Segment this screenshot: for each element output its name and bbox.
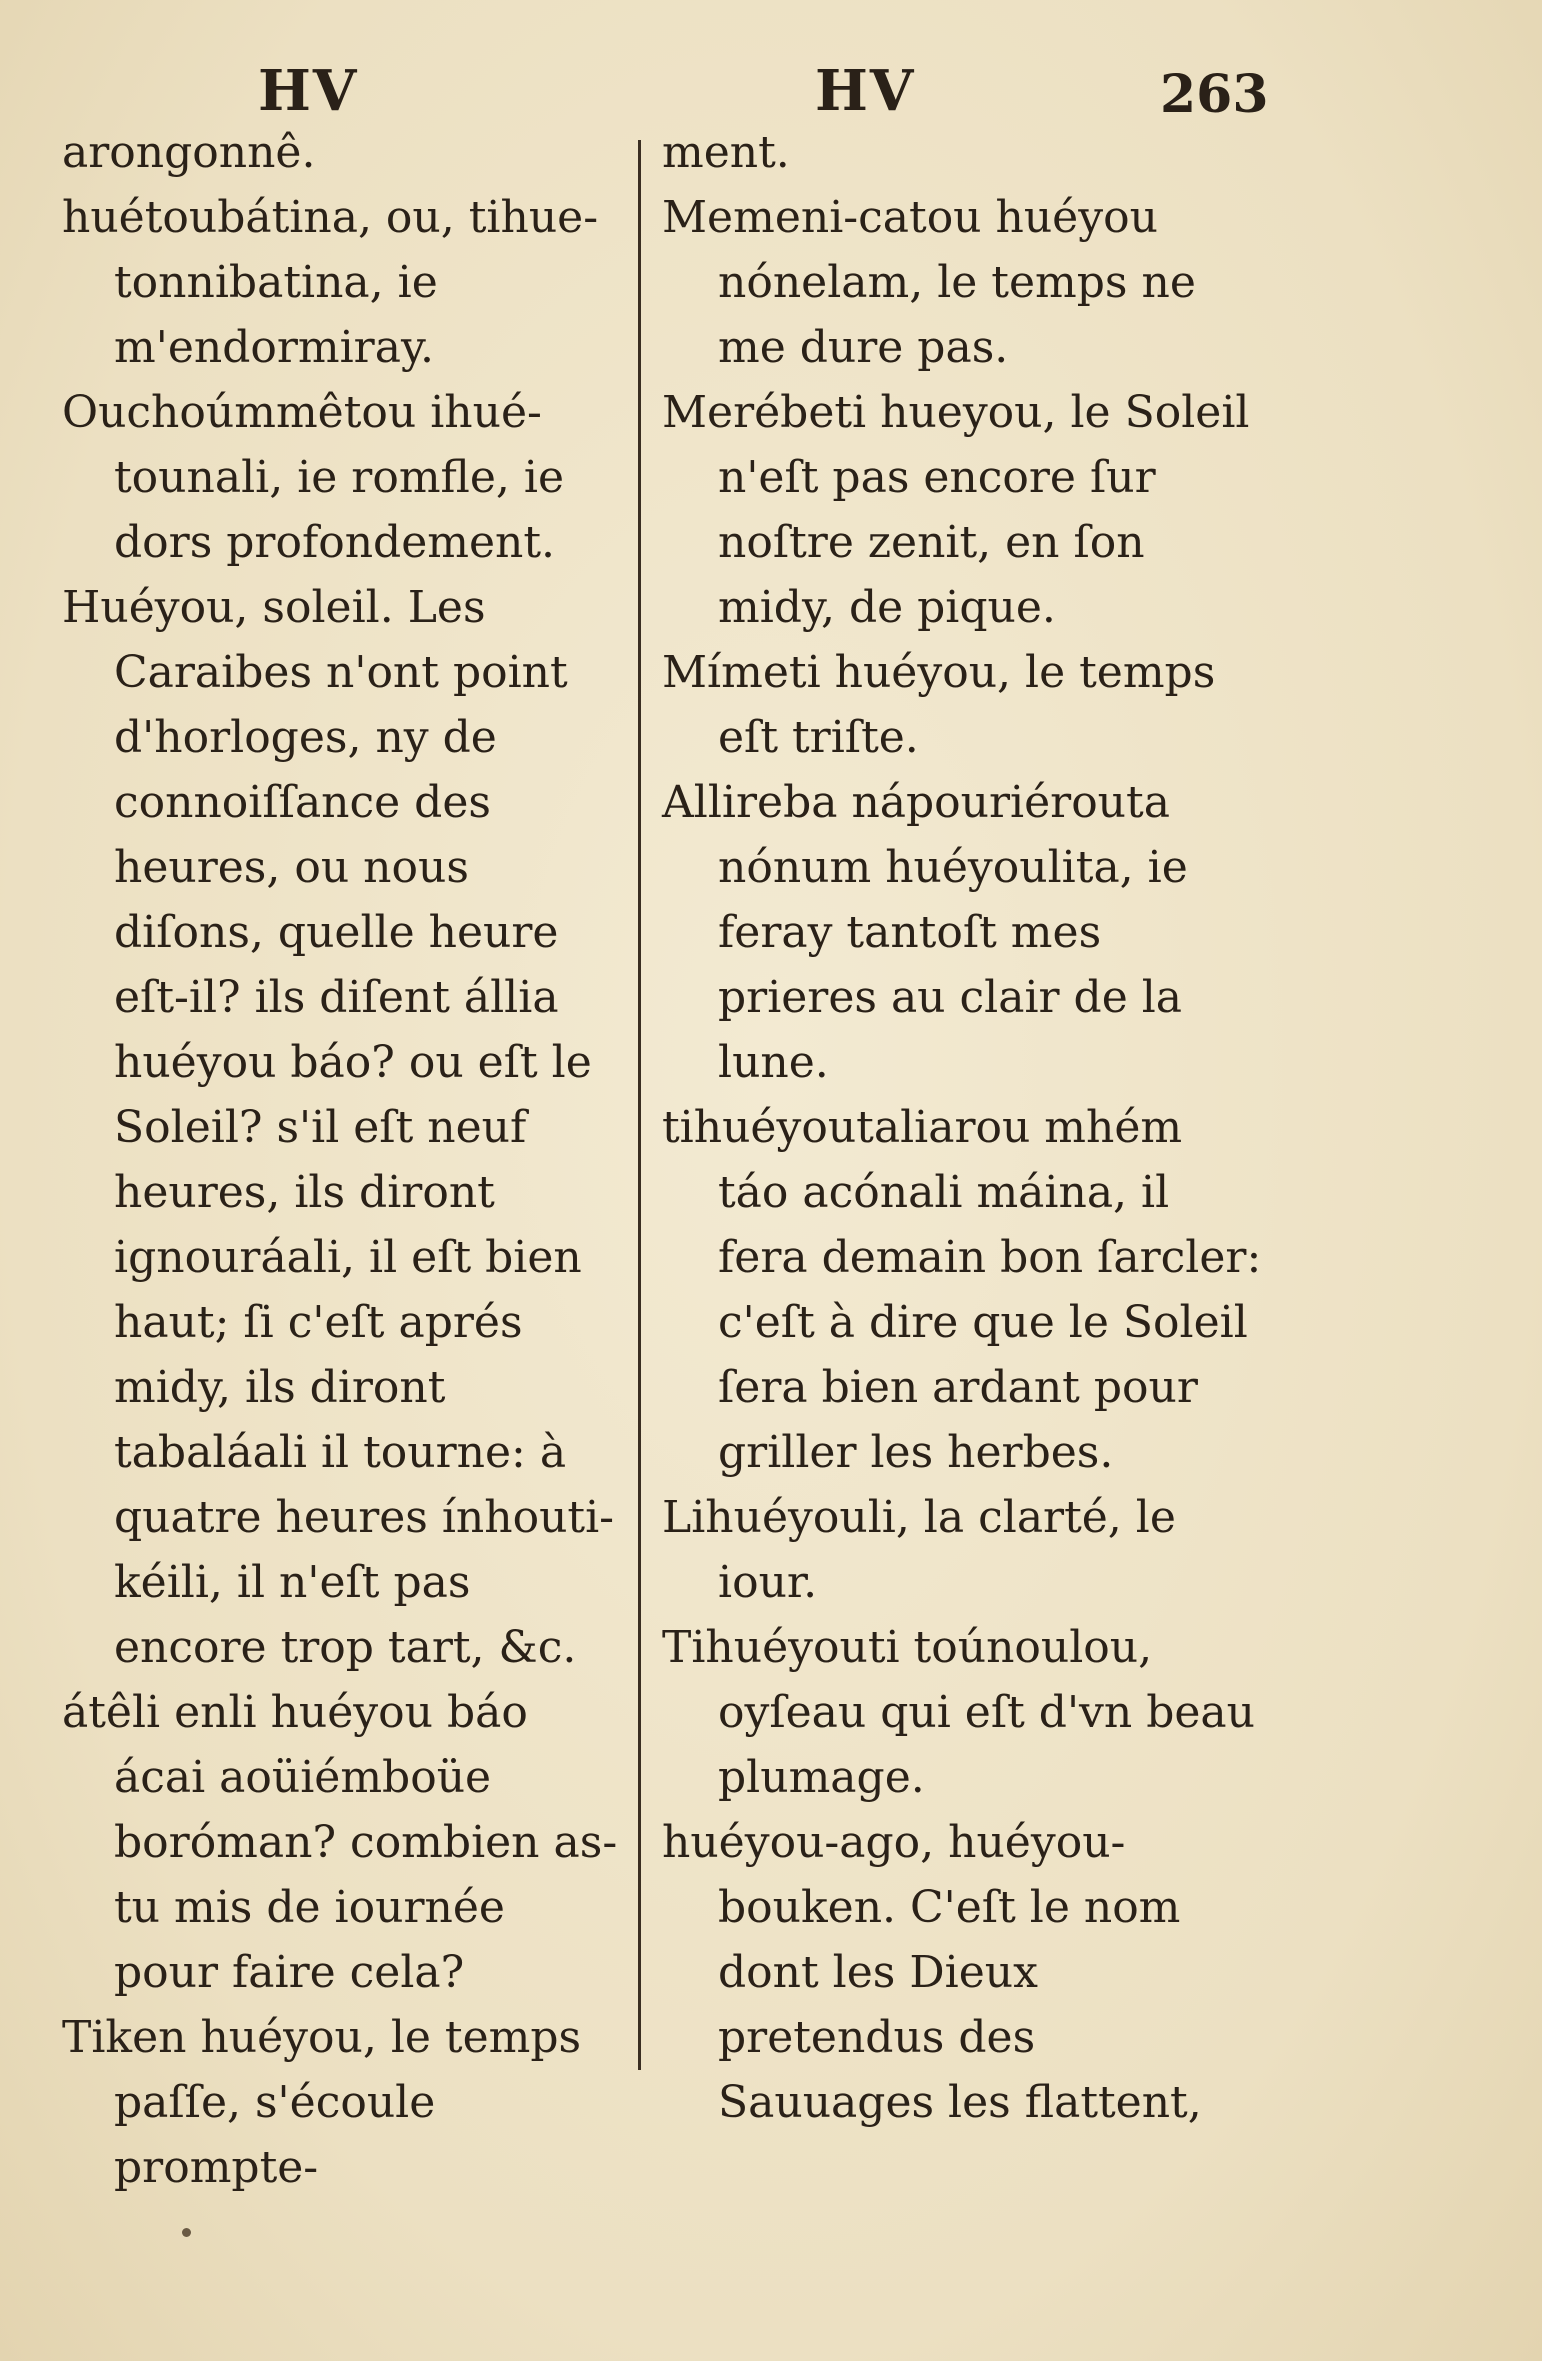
- dictionary-entry: Ouchoúmmêtou ihué-tounali, ie romfle, ie dors profondement.: [62, 387, 565, 568]
- left-column: [62, 120, 622, 2200]
- dictionary-entry: Huéyou, soleil. Les Caraibes n'ont point d'horloges, ny de connoiſſance des heures, ou nous diſons, quelle heure eſt-il? ils diſent állia huéyou báo? ou eſt le Soleil? s'il eſt neuf heures, ils diront ignouráali, il eſt bien haut; ſi c'eſt aprés midy, ils diront tabaláali il tourne: à quatre heures ínhouti-kéili, il n'eſt pas encore trop tart, &c.: [62, 582, 615, 1673]
- dictionary-entry: tihuéyoutaliarou mhém táo acónali máina, il fera demain bon ſarcler: c'eſt à dire que le Soleil ſera bien ardant pour griller les herbes.: [662, 1102, 1262, 1478]
- dictionary-entry: huétoubátina, ou, tihue-tonnibatina, ie m'endormiray.: [62, 192, 599, 373]
- dictionary-entry: arongonnê.: [62, 127, 316, 178]
- right-running-title: HV: [815, 58, 916, 124]
- dictionary-entry: Memeni-catou huéyou nónelam, le temps ne me dure pas.: [662, 192, 1196, 373]
- dictionary-entry: huéyou-ago, huéyou-bouken. C'eſt le nom dont les Dieux pretendus des Sauuages les flattent,: [662, 1817, 1202, 2128]
- page-number: 263: [1160, 64, 1269, 125]
- column-divider: [638, 140, 641, 2070]
- dictionary-entry: Tihuéyouti toúnoulou, oyſeau qui eſt d'vn beau plumage.: [662, 1622, 1256, 1803]
- dictionary-entry: Merébeti hueyou, le Soleil n'eſt pas encore ſur noſtre zenit, en ſon midy, de pique.: [662, 387, 1250, 633]
- dictionary-entry: Mímeti huéyou, le temps eſt triſte.: [662, 647, 1216, 763]
- dictionary-entry: Tiken huéyou, le temps paſſe, s'écoule prompte-: [62, 2012, 582, 2193]
- dictionary-entry: Lihuéyouli, la clarté, le iour.: [662, 1492, 1176, 1608]
- dictionary-entry: átêli enli huéyou báo ácai aoüiémboüe boróman? combien as-tu mis de iournée pour faire cela?: [62, 1687, 618, 1998]
- ink-spot: [182, 2228, 191, 2237]
- dictionary-entry: Allireba nápouriérouta nónum huéyoulita, ie feray tantoſt mes prieres au clair de la lune.: [662, 777, 1188, 1088]
- dictionary-entry: ment.: [662, 127, 790, 178]
- left-running-title: HV: [258, 58, 359, 124]
- right-column: [662, 120, 1262, 2135]
